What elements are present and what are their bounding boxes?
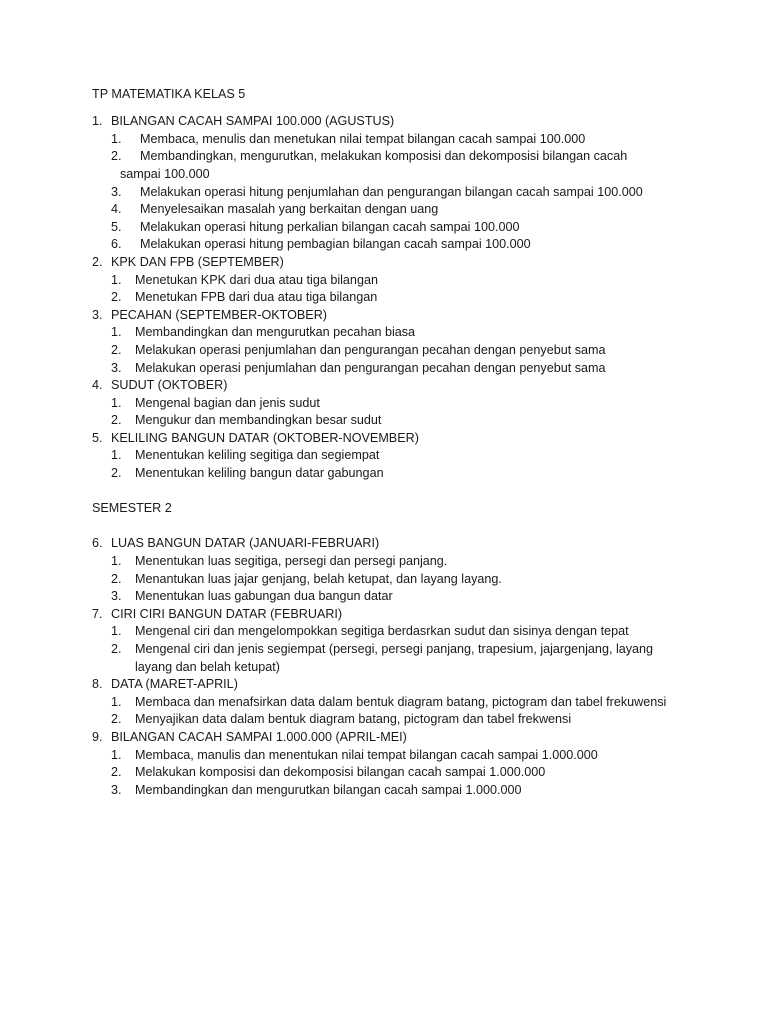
list-item-number: 1.: [111, 131, 122, 146]
document-title: TP MATEMATIKA KELAS 5: [92, 87, 246, 101]
list-item: [111, 782, 692, 800]
list-item-text: Menantukan luas jajar genjang, belah ketupat, dan layang layang.: [135, 571, 502, 586]
semester-label: SEMESTER 2: [92, 501, 172, 516]
section-title: BILANGAN CACAH SAMPAI 100.000 (AGUSTUS): [111, 114, 395, 129]
list-item: [111, 711, 692, 729]
list-item: [111, 764, 692, 782]
list-item-text: Mengenal ciri dan jenis segiempat (persegi, persegi panjang, trapesium, jajargenjang, layang layang dan belah ketupat): [135, 642, 654, 674]
list-item: [111, 641, 692, 676]
section-heading: [92, 113, 692, 131]
list-item: [111, 236, 692, 254]
list-item-number: 1.: [111, 694, 122, 709]
section-heading: [92, 377, 692, 395]
sub-item-list: [92, 447, 692, 482]
list-item-number: 1.: [111, 747, 122, 762]
list-item-text: Menentukan luas gabungan dua bangun datar: [135, 589, 393, 604]
list-item: [111, 342, 692, 360]
sub-item-list: [92, 272, 692, 307]
list-item-text: Membandingkan dan mengurutkan pecahan biasa: [135, 325, 416, 340]
list-item-text: Membaca dan menafsirkan data dalam bentuk diagram batang, pictogram dan tabel frekuwensi: [135, 694, 667, 709]
section-7: [92, 606, 692, 676]
list-item: [111, 412, 692, 430]
list-item-text: Menentukan luas segitiga, persegi dan persegi panjang.: [135, 554, 448, 569]
sub-item-list: [92, 694, 692, 729]
section-number: 1.: [92, 114, 103, 129]
list-item: [111, 324, 692, 342]
list-item-number: 1.: [111, 448, 122, 463]
list-item-text: Menyelesaikan masalah yang berkaitan dengan uang: [140, 202, 439, 217]
section-title: KELILING BANGUN DATAR (OKTOBER-NOVEMBER): [111, 430, 419, 445]
list-item-text: Melakukan operasi hitung perkalian bilangan cacah sampai 100.000: [140, 219, 520, 234]
list-item-text: Mengenal ciri dan mengelompokkan segitiga berdasrkan sudut dan sisinya dengan tepat: [135, 624, 629, 639]
list-item-number: 3.: [111, 360, 122, 375]
section-number: 4.: [92, 378, 103, 393]
list-item-text: Menyajikan data dalam bentuk diagram batang, pictogram dan tabel frekwensi: [135, 712, 572, 727]
list-item: [111, 623, 692, 641]
document-body: [92, 86, 692, 799]
section-heading: [92, 676, 692, 694]
sub-item-list: [92, 324, 692, 377]
list-item-number: 2.: [111, 642, 122, 656]
list-item-number: 2.: [111, 765, 122, 780]
list-item-number: 2.: [111, 571, 122, 586]
list-item-number: 6.: [111, 237, 122, 252]
list-item-number: 1.: [111, 624, 122, 639]
list-item-text: Mengenal bagian dan jenis sudut: [135, 395, 320, 410]
list-item: [111, 219, 692, 237]
sub-item-list: [92, 623, 692, 676]
list-item-number: 3.: [111, 184, 122, 199]
list-item-number: 2.: [111, 290, 122, 305]
section-heading: [92, 535, 692, 553]
section-number: 5.: [92, 430, 103, 445]
section-1: [92, 113, 692, 254]
section-3: [92, 307, 692, 377]
list-item: [111, 571, 692, 589]
list-item-text: Membandingkan dan mengurutkan bilangan cacah sampai 1.000.000: [135, 782, 522, 797]
section-title: SUDUT (OKTOBER): [111, 378, 228, 393]
list-item-number: 1.: [111, 554, 122, 569]
section-number: 7.: [92, 606, 103, 621]
sub-item-list: [92, 131, 692, 254]
list-item-text: Menetukan FPB dari dua atau tiga bilangan: [135, 290, 378, 305]
section-5: [92, 430, 692, 483]
section-heading: [92, 729, 692, 747]
list-item-number: 1.: [111, 325, 122, 340]
section-title: CIRI CIRI BANGUN DATAR (FEBRUARI): [111, 606, 343, 621]
list-item: [111, 588, 692, 606]
list-item-text: Melakukan operasi penjumlahan dan pengurangan pecahan dengan penyebut sama: [135, 342, 606, 357]
sub-item-list: [92, 553, 692, 606]
list-item-text: Membaca, manulis dan menentukan nilai tempat bilangan cacah sampai 1.000.000: [135, 747, 598, 762]
list-item-number: 3.: [111, 782, 122, 797]
list-item-number: 5.: [111, 219, 122, 234]
list-item-text: Membaca, menulis dan menetukan nilai tempat bilangan cacah sampai 100.000: [140, 131, 586, 146]
section-title: PECAHAN (SEPTEMBER-OKTOBER): [111, 307, 327, 322]
section-9: [92, 729, 692, 799]
list-item-number: 2.: [111, 712, 122, 727]
list-item-text: Menentukan keliling bangun datar gabungan: [135, 466, 384, 481]
list-item: [111, 395, 692, 413]
semester-1-sections: [92, 113, 692, 482]
list-item-number: 4.: [111, 202, 122, 217]
list-item-text: Melakukan operasi hitung penjumlahan dan pengurangan bilangan cacah sampai 100.000: [140, 184, 643, 199]
list-item: [111, 184, 692, 202]
section-2: [92, 254, 692, 307]
list-item: [111, 289, 692, 307]
list-item: [111, 747, 692, 765]
section-number: 2.: [92, 254, 103, 269]
list-item: [111, 553, 692, 571]
list-item: [111, 465, 692, 483]
list-item-text: Melakukan operasi penjumlahan dan pengurangan pecahan dengan penyebut sama: [135, 360, 606, 375]
list-item-number: 1.: [111, 272, 122, 287]
section-6: [92, 535, 692, 605]
list-item-number: 1.: [111, 395, 122, 410]
list-item-number: 2.: [111, 466, 122, 481]
list-item-text: Menentukan keliling segitiga dan segiempat: [135, 448, 380, 463]
list-item-text: Melakukan komposisi dan dekomposisi bilangan cacah sampai 1.000.000: [135, 765, 546, 780]
list-item: [111, 694, 692, 712]
list-item-text: Mengukur dan membandingkan besar sudut: [135, 413, 382, 428]
list-item-number: 2.: [111, 342, 122, 357]
section-title: BILANGAN CACAH SAMPAI 1.000.000 (APRIL-MEI): [111, 729, 407, 744]
list-item: [111, 447, 692, 465]
semester-2-sections: [92, 535, 692, 799]
section-heading: [92, 254, 692, 272]
list-item-number: 3.: [111, 589, 122, 604]
list-item-text: Melakukan operasi hitung pembagian bilangan cacah sampai 100.000: [140, 237, 531, 252]
list-item-number: 2.: [111, 413, 122, 428]
sub-item-list: [92, 395, 692, 430]
list-item-number: 2.: [111, 149, 122, 164]
section-heading: [92, 430, 692, 448]
section-title: DATA (MARET-APRIL): [111, 677, 238, 692]
list-item: [111, 360, 692, 378]
list-item: [111, 131, 692, 149]
list-item-text: Membandingkan, mengurutkan, melakukan komposisi dan dekomposisi bilangan cacah: [140, 149, 628, 164]
list-item-continuation: sampai 100.000: [120, 166, 210, 181]
list-item-text: Menetukan KPK dari dua atau tiga bilangan: [135, 272, 378, 287]
section-8: [92, 676, 692, 729]
section-number: 3.: [92, 307, 103, 322]
section-number: 6.: [92, 536, 103, 551]
list-item: [111, 201, 692, 219]
section-heading: [92, 606, 692, 624]
section-title: LUAS BANGUN DATAR (JANUARI-FEBRUARI): [111, 536, 380, 551]
section-number: 9.: [92, 729, 103, 744]
section-title: KPK DAN FPB (SEPTEMBER): [111, 254, 284, 269]
sub-item-list: [92, 747, 692, 800]
list-item: [111, 148, 692, 183]
section-4: [92, 377, 692, 430]
list-item: [111, 272, 692, 290]
section-number: 8.: [92, 677, 103, 692]
section-heading: [92, 307, 692, 325]
